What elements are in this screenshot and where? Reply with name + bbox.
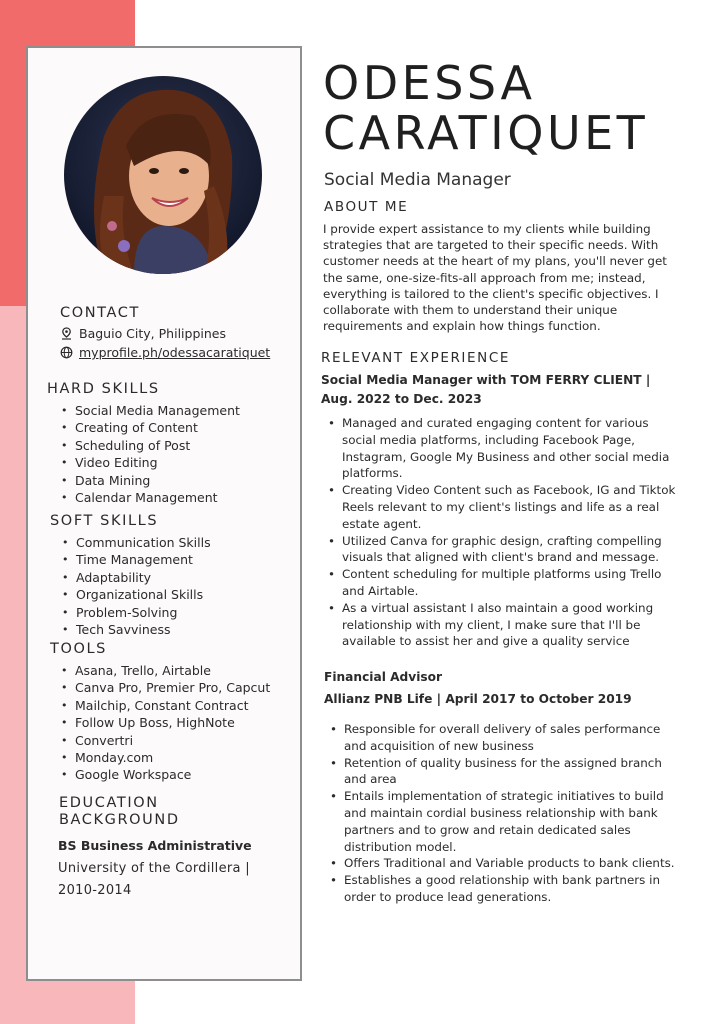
list-item: • Establishes a good relationship with bank partners in order to produce lead generations. — [324, 872, 680, 906]
tools-heading: TOOLS — [50, 641, 107, 657]
job2-title: Financial Advisor — [324, 670, 443, 684]
list-item: • Scheduling of Post — [59, 437, 240, 454]
list-item: • Tech Savviness — [60, 621, 211, 638]
contact-website[interactable] — [60, 345, 270, 360]
list-item: • Problem-Solving — [60, 604, 211, 621]
list-item: • Creating Video Content such as Facebook, IG and Tiktok Reels relevant to my client's listings and life as a real estate agent. — [322, 482, 682, 532]
job2-duties — [324, 721, 680, 906]
education-heading — [59, 795, 180, 829]
list-item: • Mailchip, Constant Contract — [59, 697, 270, 714]
list-item: • Canva Pro, Premier Pro, Capcut — [59, 679, 270, 696]
globe-icon — [60, 346, 73, 359]
name-first: ODESSA — [323, 56, 536, 110]
list-item: • Entails implementation of strategic initiatives to build and maintain cordial business relationship with bank partners and to grow and retain dedicated sales distribution model. — [324, 788, 680, 855]
list-item: • Content scheduling for multiple platforms using Trello and Airtable. — [322, 566, 682, 600]
list-item: • Google Workspace — [59, 766, 270, 783]
profile-photo — [64, 76, 262, 274]
about-text: I provide expert assistance to my clients while building strategies that are targeted to their specific needs. With customer needs at the heart of my plans, you'll never get the same, one-size-fits-all approach from me; instead, everything is tailored to the client's specific objectives. I collaborate with them to understand their unique requirements and explain how things function. — [323, 222, 667, 334]
about-heading: ABOUT ME — [324, 199, 409, 215]
job1-title: Social Media Manager with TOM FERRY CLIENT | Aug. 2022 to Dec. 2023 — [321, 373, 651, 406]
list-item: • Adaptability — [60, 569, 211, 586]
contact-location — [60, 326, 226, 341]
location-text: Baguio City, Philippines — [79, 326, 226, 341]
list-item: • As a virtual assistant I also maintain a good working relationship with my client, I make sure that I'll be available to assist her and give a quality service — [322, 600, 682, 650]
soft-skills-list — [60, 534, 211, 638]
list-item: • Retention of quality business for the assigned branch and area — [324, 755, 680, 789]
list-item: • Time Management — [60, 551, 211, 568]
list-item: • Utilized Canva for graphic design, crafting compelling visuals that aligned with client's brand and message. — [322, 533, 682, 567]
list-item: • Social Media Management — [59, 402, 240, 419]
education-heading-line2: BACKGROUND — [59, 812, 180, 828]
website-link[interactable]: myprofile.ph/odessacaratiquet — [79, 345, 271, 360]
list-item: • Convertri — [59, 732, 270, 749]
job2-company: Allianz PNB Life | April 2017 to October 2019 — [324, 692, 632, 706]
list-item: • Monday.com — [59, 749, 270, 766]
list-item: • Asana, Trello, Airtable — [59, 662, 270, 679]
name-last: CARATIQUET — [323, 106, 649, 160]
list-item: • Video Editing — [59, 454, 240, 471]
list-item: • Calendar Management — [59, 489, 240, 506]
tools-list — [59, 662, 270, 784]
list-item: • Creating of Content — [59, 419, 240, 436]
list-item: • Responsible for overall delivery of sales performance and acquisition of new business — [324, 721, 680, 755]
location-pin-icon — [60, 327, 73, 340]
soft-skills-heading: SOFT SKILLS — [50, 513, 159, 529]
education-heading-line1: EDUCATION — [59, 795, 159, 811]
list-item: • Follow Up Boss, HighNote — [59, 714, 270, 731]
education-school: University of the Cordillera | 2010-2014 — [58, 861, 250, 898]
contact-heading: CONTACT — [60, 305, 140, 321]
experience-heading: RELEVANT EXPERIENCE — [321, 350, 510, 366]
list-item: • Managed and curated engaging content for various social media platforms, including Facebook Page, Instagram, Google My Business and other social media platforms. — [322, 415, 682, 482]
job1-duties — [322, 415, 682, 650]
list-item: • Communication Skills — [60, 534, 211, 551]
job-role: Social Media Manager — [324, 170, 511, 190]
hard-skills-list — [59, 402, 240, 506]
list-item: • Offers Traditional and Variable products to bank clients. — [324, 855, 680, 872]
hard-skills-heading: HARD SKILLS — [47, 381, 160, 397]
candidate-name — [323, 58, 648, 158]
list-item: • Data Mining — [59, 472, 240, 489]
list-item: • Organizational Skills — [60, 586, 211, 603]
education-degree: BS Business Administrative — [58, 838, 252, 853]
